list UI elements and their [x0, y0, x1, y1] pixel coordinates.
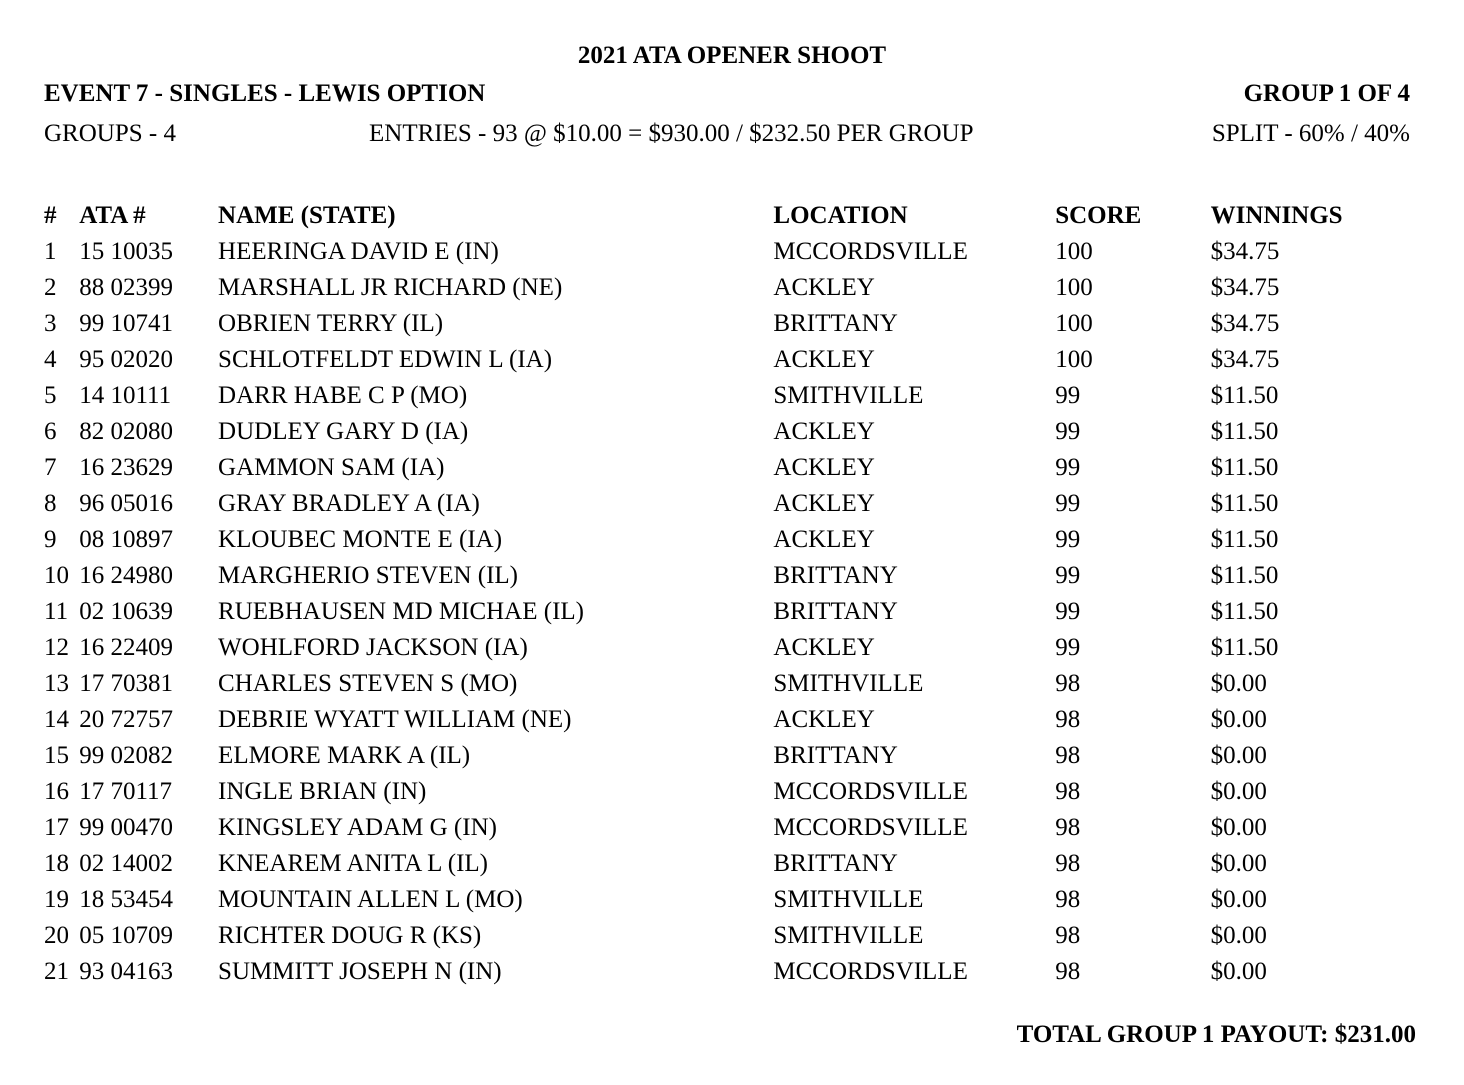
cell-ata-number: 88 02399 — [79, 274, 173, 301]
table-row — [38, 774, 1416, 810]
cell-name: DEBRIE WYATT WILLIAM (NE) — [218, 706, 572, 733]
cell-ata-number: 16 23629 — [79, 454, 173, 481]
cell-name: SCHLOTFELDT EDWIN L (IA) — [218, 346, 553, 373]
cell-number: 12 — [44, 634, 69, 661]
cell-score: 98 — [1055, 706, 1081, 733]
cell-name: KNEAREM ANITA L (IL) — [218, 850, 488, 877]
cell-ata-number: 82 02080 — [79, 418, 173, 445]
cell-ata-number: 16 22409 — [79, 634, 173, 661]
cell-score: 99 — [1055, 490, 1081, 517]
cell-number: 9 — [44, 526, 57, 553]
cell-name: RICHTER DOUG R (KS) — [218, 922, 482, 949]
table-row — [38, 558, 1416, 594]
cell-ata-number: 95 02020 — [79, 346, 173, 373]
cell-name: RUEBHAUSEN MD MICHAE (IL) — [218, 598, 585, 625]
results-header — [38, 198, 1416, 234]
column-header-winnings: WINNINGS — [1210, 202, 1343, 229]
cell-winnings: $11.50 — [1210, 562, 1279, 589]
cell-name: WOHLFORD JACKSON (IA) — [218, 634, 528, 661]
cell-ata-number: 99 10741 — [79, 310, 173, 337]
cell-name: OBRIEN TERRY (IL) — [218, 310, 444, 337]
cell-ata-number: 05 10709 — [79, 922, 173, 949]
cell-location: ACKLEY — [773, 274, 875, 301]
table-row — [38, 486, 1416, 522]
table-row — [38, 882, 1416, 918]
cell-name: KLOUBEC MONTE E (IA) — [218, 526, 503, 553]
cell-ata-number: 96 05016 — [79, 490, 173, 517]
cell-ata-number: 02 14002 — [79, 850, 173, 877]
table-row — [38, 414, 1416, 450]
cell-location: SMITHVILLE — [773, 382, 924, 409]
cell-winnings: $0.00 — [1210, 886, 1267, 913]
cell-location: BRITTANY — [773, 310, 898, 337]
table-row — [38, 702, 1416, 738]
cell-location: ACKLEY — [773, 454, 875, 481]
results-body — [38, 234, 1416, 990]
cell-score: 98 — [1055, 742, 1081, 769]
cell-score: 98 — [1055, 670, 1081, 697]
results-table — [38, 198, 1416, 990]
cell-number: 10 — [44, 562, 69, 589]
cell-ata-number: 08 10897 — [79, 526, 173, 553]
table-row — [38, 666, 1416, 702]
cell-name: SUMMITT JOSEPH N (IN) — [218, 958, 502, 985]
cell-ata-number: 93 04163 — [79, 958, 173, 985]
cell-winnings: $0.00 — [1210, 706, 1267, 733]
cell-name: MARGHERIO STEVEN (IL) — [218, 562, 519, 589]
group-label: GROUP 1 OF 4 — [1243, 80, 1410, 107]
cell-name: DARR HABE C P (MO) — [218, 382, 468, 409]
cell-score: 99 — [1055, 526, 1081, 553]
cell-ata-number: 18 53454 — [79, 886, 173, 913]
cell-score: 99 — [1055, 634, 1081, 661]
cell-score: 98 — [1055, 922, 1081, 949]
cell-number: 3 — [44, 310, 57, 337]
cell-winnings: $0.00 — [1210, 670, 1267, 697]
table-row — [38, 522, 1416, 558]
cell-score: 98 — [1055, 778, 1081, 805]
cell-winnings: $11.50 — [1210, 418, 1279, 445]
table-row — [38, 846, 1416, 882]
cell-score: 100 — [1055, 346, 1093, 373]
table-row — [38, 342, 1416, 378]
payout-split: SPLIT - 60% / 40% — [1211, 120, 1410, 147]
table-row — [38, 810, 1416, 846]
cell-number: 20 — [44, 922, 69, 949]
header-row — [38, 198, 1416, 234]
cell-winnings: $34.75 — [1210, 238, 1280, 265]
cell-number: 18 — [44, 850, 69, 877]
table-row — [38, 918, 1416, 954]
cell-winnings: $11.50 — [1210, 526, 1279, 553]
cell-winnings: $0.00 — [1210, 850, 1267, 877]
cell-number: 14 — [44, 706, 69, 733]
table-row — [38, 378, 1416, 414]
cell-name: ELMORE MARK A (IL) — [218, 742, 471, 769]
cell-winnings: $0.00 — [1210, 958, 1267, 985]
cell-winnings: $11.50 — [1210, 598, 1279, 625]
column-header-name: NAME (STATE) — [218, 202, 396, 229]
column-header-number: # — [44, 202, 57, 229]
cell-score: 99 — [1055, 454, 1081, 481]
cell-name: GRAY BRADLEY A (IA) — [218, 490, 480, 517]
event-title: EVENT 7 - SINGLES - LEWIS OPTION — [44, 80, 486, 107]
cell-location: BRITTANY — [773, 598, 898, 625]
table-row — [38, 270, 1416, 306]
cell-name: INGLE BRIAN (IN) — [218, 778, 427, 805]
cell-ata-number: 99 02082 — [79, 742, 173, 769]
cell-number: 13 — [44, 670, 69, 697]
table-row — [38, 306, 1416, 342]
cell-number: 8 — [44, 490, 57, 517]
cell-winnings: $0.00 — [1210, 778, 1267, 805]
column-header-ata: ATA # — [79, 202, 146, 229]
cell-winnings: $0.00 — [1210, 922, 1267, 949]
cell-number: 15 — [44, 742, 69, 769]
cell-name: CHARLES STEVEN S (MO) — [218, 670, 518, 697]
entries-summary: ENTRIES - 93 @ $10.00 = $930.00 / $232.50 PER GROUP — [369, 120, 974, 147]
cell-winnings: $34.75 — [1210, 346, 1280, 373]
cell-ata-number: 17 70381 — [79, 670, 173, 697]
cell-winnings: $0.00 — [1210, 742, 1267, 769]
cell-number: 19 — [44, 886, 69, 913]
cell-location: ACKLEY — [773, 346, 875, 373]
cell-location: BRITTANY — [773, 562, 898, 589]
cell-score: 99 — [1055, 382, 1081, 409]
cell-score: 99 — [1055, 418, 1081, 445]
cell-score: 100 — [1055, 274, 1093, 301]
cell-name: MARSHALL JR RICHARD (NE) — [218, 274, 563, 301]
cell-score: 99 — [1055, 598, 1081, 625]
table-row — [38, 234, 1416, 270]
cell-winnings: $34.75 — [1210, 274, 1280, 301]
table-row — [38, 594, 1416, 630]
cell-ata-number: 16 24980 — [79, 562, 173, 589]
cell-number: 5 — [44, 382, 57, 409]
cell-ata-number: 17 70117 — [79, 778, 173, 805]
cell-name: GAMMON SAM (IA) — [218, 454, 445, 481]
cell-score: 99 — [1055, 562, 1081, 589]
cell-location: BRITTANY — [773, 742, 898, 769]
cell-location: ACKLEY — [773, 418, 875, 445]
cell-number: 16 — [44, 778, 69, 805]
cell-score: 98 — [1055, 886, 1081, 913]
cell-location: ACKLEY — [773, 490, 875, 517]
cell-ata-number: 02 10639 — [79, 598, 173, 625]
cell-location: ACKLEY — [773, 706, 875, 733]
cell-number: 1 — [44, 238, 57, 265]
cell-ata-number: 15 10035 — [79, 238, 173, 265]
cell-name: DUDLEY GARY D (IA) — [218, 418, 469, 445]
cell-ata-number: 14 10111 — [79, 382, 172, 409]
cell-location: MCCORDSVILLE — [773, 814, 968, 841]
cell-number: 4 — [44, 346, 57, 373]
cell-winnings: $34.75 — [1210, 310, 1280, 337]
cell-winnings: $0.00 — [1210, 814, 1267, 841]
column-header-score: SCORE — [1055, 202, 1142, 229]
table-row — [38, 738, 1416, 774]
cell-number: 2 — [44, 274, 57, 301]
cell-ata-number: 99 00470 — [79, 814, 173, 841]
cell-location: SMITHVILLE — [773, 670, 924, 697]
column-header-location: LOCATION — [773, 202, 908, 229]
cell-score: 100 — [1055, 310, 1093, 337]
cell-winnings: $11.50 — [1210, 490, 1279, 517]
cell-score: 98 — [1055, 850, 1081, 877]
groups-count: GROUPS - 4 — [44, 120, 176, 147]
cell-score: 98 — [1055, 814, 1081, 841]
table-row — [38, 450, 1416, 486]
cell-name: MOUNTAIN ALLEN L (MO) — [218, 886, 523, 913]
cell-score: 98 — [1055, 958, 1081, 985]
cell-location: MCCORDSVILLE — [773, 958, 968, 985]
cell-location: BRITTANY — [773, 850, 898, 877]
cell-score: 100 — [1055, 238, 1093, 265]
page-title: 2021 ATA OPENER SHOOT — [577, 42, 887, 69]
cell-location: ACKLEY — [773, 634, 875, 661]
cell-location: MCCORDSVILLE — [773, 778, 968, 805]
cell-number: 7 — [44, 454, 57, 481]
cell-name: HEERINGA DAVID E (IN) — [218, 238, 499, 265]
cell-location: SMITHVILLE — [773, 886, 924, 913]
cell-winnings: $11.50 — [1210, 634, 1279, 661]
cell-location: MCCORDSVILLE — [773, 238, 968, 265]
cell-name: KINGSLEY ADAM G (IN) — [218, 814, 497, 841]
total-payout: TOTAL GROUP 1 PAYOUT: $231.00 — [1016, 1021, 1416, 1048]
cell-number: 6 — [44, 418, 57, 445]
table-row — [38, 954, 1416, 990]
cell-number: 17 — [44, 814, 69, 841]
cell-location: ACKLEY — [773, 526, 875, 553]
cell-winnings: $11.50 — [1210, 382, 1279, 409]
table-row — [38, 630, 1416, 666]
cell-number: 21 — [44, 958, 69, 985]
cell-winnings: $11.50 — [1210, 454, 1279, 481]
cell-number: 11 — [44, 598, 69, 625]
cell-ata-number: 20 72757 — [79, 706, 173, 733]
cell-location: SMITHVILLE — [773, 922, 924, 949]
